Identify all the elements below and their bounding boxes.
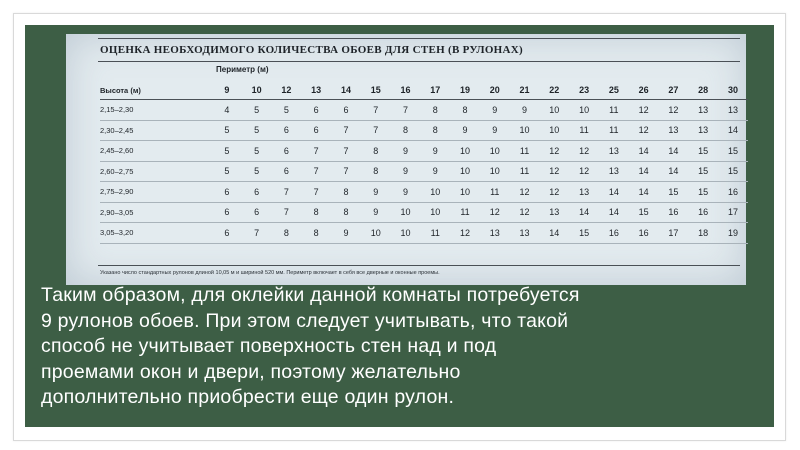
table-row — [100, 141, 748, 162]
rolls-count-cell: 9 — [343, 227, 349, 238]
wallpaper-table-image — [66, 34, 746, 285]
rolls-count-cell: 6 — [224, 186, 230, 197]
perimeter-header-cell: 12 — [281, 85, 292, 95]
rolls-count-cell: 17 — [728, 207, 739, 218]
rolls-count-cell: 7 — [283, 207, 289, 218]
rolls-count-cell: 10 — [430, 186, 441, 197]
rolls-count-cell: 10 — [549, 125, 560, 136]
rolls-count-cell: 11 — [579, 125, 589, 136]
rolls-count-cell: 18 — [698, 227, 709, 238]
rolls-count-cell: 9 — [492, 125, 498, 136]
rolls-count-cell: 10 — [400, 207, 411, 218]
rolls-count-cell: 5 — [254, 166, 260, 177]
rolls-count-cell: 7 — [313, 166, 319, 177]
height-range-cell: 3,05–3,20 — [100, 228, 134, 238]
rolls-count-cell: 9 — [373, 186, 379, 197]
rolls-count-cell: 7 — [343, 166, 349, 177]
rolls-count-cell: 8 — [373, 145, 379, 156]
rolls-count-cell: 10 — [460, 186, 471, 197]
perimeter-header-cell: 26 — [638, 85, 649, 95]
rolls-count-cell: 5 — [283, 104, 289, 115]
rolls-count-cell: 14 — [579, 207, 590, 218]
table-note: Указано число стандартных рулонов длиной 10,05 м и шириной 520 мм. Периметр включает в себя все дверные и оконные проемы. — [100, 270, 440, 276]
rolls-count-cell: 6 — [224, 207, 230, 218]
rolls-count-cell: 14 — [608, 186, 619, 197]
rolls-count-cell: 13 — [608, 145, 619, 156]
rolls-count-cell: 11 — [490, 186, 500, 197]
rolls-count-cell: 8 — [313, 207, 319, 218]
wallpaper-table — [100, 81, 748, 244]
rolls-count-cell: 10 — [400, 227, 411, 238]
table-row — [100, 202, 748, 223]
rolls-count-cell: 12 — [549, 166, 560, 177]
slide — [25, 25, 774, 427]
perimeter-header-cell: 20 — [489, 85, 500, 95]
height-range-cell: 2,60–2,75 — [100, 166, 134, 176]
perimeter-header-cell: 27 — [668, 85, 679, 95]
rolls-count-cell: 16 — [668, 207, 679, 218]
rolls-count-cell: 6 — [254, 207, 260, 218]
perimeter-header-cell: 13 — [311, 85, 322, 95]
rolls-count-cell: 6 — [224, 227, 230, 238]
rolls-count-cell: 6 — [283, 125, 289, 136]
rolls-count-cell: 16 — [608, 227, 619, 238]
caption-line: Таким образом, для оклейки данной комнаты потребуется — [41, 284, 580, 306]
rolls-count-cell: 7 — [343, 125, 349, 136]
rolls-count-cell: 12 — [668, 104, 679, 115]
rolls-count-cell: 8 — [343, 207, 349, 218]
table-row — [100, 161, 748, 182]
caption-text — [41, 283, 761, 411]
rolls-count-cell: 13 — [698, 125, 709, 136]
rolls-count-cell: 6 — [254, 186, 260, 197]
rolls-count-cell: 9 — [373, 207, 379, 218]
rolls-count-cell: 14 — [638, 145, 649, 156]
height-range-cell: 2,75–2,90 — [100, 187, 134, 197]
rolls-count-cell: 10 — [460, 145, 471, 156]
rolls-count-cell: 8 — [402, 125, 408, 136]
rolls-count-cell: 9 — [432, 166, 438, 177]
rolls-count-cell: 10 — [549, 104, 560, 115]
rolls-count-cell: 12 — [638, 125, 649, 136]
rolls-count-cell: 14 — [728, 125, 739, 136]
rolls-count-cell: 10 — [489, 145, 500, 156]
rolls-count-cell: 8 — [283, 227, 289, 238]
rolls-count-cell: 13 — [579, 186, 590, 197]
rolls-count-cell: 8 — [432, 104, 438, 115]
rolls-count-cell: 9 — [492, 104, 498, 115]
rolls-count-cell: 14 — [638, 186, 649, 197]
caption-line: 9 рулонов обоев. При этом следует учитывать, что такой — [41, 309, 569, 332]
table-row — [100, 120, 748, 141]
rolls-count-cell: 15 — [698, 186, 709, 197]
rolls-count-cell: 19 — [728, 227, 739, 238]
title-rule — [98, 61, 740, 62]
rolls-count-cell: 4 — [224, 104, 230, 115]
rolls-count-cell: 6 — [283, 145, 289, 156]
rolls-count-cell: 13 — [698, 104, 709, 115]
rolls-count-cell: 10 — [519, 125, 530, 136]
rolls-count-cell: 5 — [224, 166, 230, 177]
rolls-count-cell: 10 — [370, 227, 381, 238]
rolls-count-cell: 8 — [343, 186, 349, 197]
rolls-count-cell: 15 — [698, 166, 709, 177]
perimeter-header-cell: 22 — [549, 85, 560, 95]
perimeter-header-cell: 23 — [579, 85, 590, 95]
height-range-cell: 2,90–3,05 — [100, 207, 134, 217]
perimeter-header-cell: 14 — [340, 85, 351, 95]
height-range-cell: 2,15–2,30 — [100, 105, 134, 115]
rolls-count-cell: 12 — [489, 207, 500, 218]
rolls-count-cell: 9 — [402, 166, 408, 177]
perimeter-header-cell: 21 — [519, 85, 530, 95]
rolls-count-cell: 15 — [638, 207, 649, 218]
rolls-count-cell: 15 — [668, 186, 679, 197]
rolls-count-cell: 9 — [402, 186, 408, 197]
rolls-count-cell: 11 — [430, 227, 440, 238]
rolls-count-cell: 7 — [343, 145, 349, 156]
rolls-count-cell: 10 — [489, 166, 500, 177]
perimeter-header-cell: 15 — [370, 85, 381, 95]
rolls-count-cell: 5 — [254, 104, 260, 115]
rolls-count-cell: 12 — [549, 186, 560, 197]
rolls-count-cell: 16 — [728, 186, 739, 197]
table-row — [100, 182, 748, 203]
rolls-count-cell: 15 — [579, 227, 590, 238]
caption-line: дополнительно приобрести еще один рулон. — [41, 386, 455, 408]
rolls-count-cell: 14 — [608, 207, 619, 218]
rolls-count-cell: 11 — [519, 166, 530, 177]
rolls-count-cell: 15 — [728, 166, 739, 177]
rolls-count-cell: 7 — [373, 125, 379, 136]
rolls-count-cell: 5 — [224, 145, 230, 156]
rolls-count-cell: 6 — [313, 125, 319, 136]
perimeter-header-cell: 16 — [400, 85, 411, 95]
rolls-count-cell: 12 — [519, 207, 530, 218]
top-rule — [98, 38, 740, 39]
rolls-count-cell: 14 — [549, 227, 560, 238]
height-range-cell: 2,45–2,60 — [100, 146, 134, 156]
rolls-count-cell: 6 — [343, 104, 349, 115]
perimeter-header-cell: 28 — [698, 85, 709, 95]
rolls-count-cell: 6 — [283, 166, 289, 177]
rolls-count-cell: 13 — [728, 104, 739, 115]
rolls-count-cell: 12 — [638, 104, 649, 115]
rolls-count-cell: 15 — [698, 145, 709, 156]
rolls-count-cell: 11 — [609, 104, 619, 115]
caption-line: проемами окон и двери, поэтому желательно — [41, 360, 461, 383]
rolls-count-cell: 8 — [462, 104, 468, 115]
rolls-count-cell: 15 — [728, 145, 739, 156]
perimeter-header-cell: 9 — [224, 85, 230, 95]
rolls-count-cell: 13 — [608, 166, 619, 177]
rolls-count-cell: 9 — [462, 125, 468, 136]
rolls-count-cell: 13 — [549, 207, 560, 218]
caption-line: способ не учитывает поверхность стен над и под — [41, 335, 497, 357]
rolls-count-cell: 10 — [430, 207, 441, 218]
rolls-count-cell: 14 — [668, 145, 679, 156]
perimeter-header-cell: 10 — [251, 85, 262, 95]
rolls-count-cell: 7 — [283, 186, 289, 197]
rolls-count-cell: 13 — [489, 227, 500, 238]
rolls-count-cell: 11 — [519, 145, 530, 156]
rolls-count-cell: 8 — [432, 125, 438, 136]
rolls-count-cell: 17 — [668, 227, 679, 238]
rolls-count-cell: 13 — [519, 227, 530, 238]
rolls-count-cell: 9 — [402, 145, 408, 156]
rolls-count-cell: 14 — [638, 166, 649, 177]
rolls-count-cell: 9 — [522, 104, 528, 115]
rolls-count-cell: 12 — [579, 166, 590, 177]
perimeter-header-cell: 25 — [608, 85, 619, 95]
rolls-count-cell: 12 — [460, 227, 471, 238]
rolls-count-cell: 9 — [432, 145, 438, 156]
bottom-rule — [98, 265, 740, 266]
height-header: Высота (м) — [100, 85, 141, 95]
rolls-count-cell: 7 — [402, 104, 408, 115]
rolls-count-cell: 5 — [254, 125, 260, 136]
rolls-count-cell: 6 — [313, 104, 319, 115]
rolls-count-cell: 16 — [638, 227, 649, 238]
rolls-count-cell: 7 — [373, 104, 379, 115]
rolls-count-cell: 8 — [373, 166, 379, 177]
perimeter-header-cell: 30 — [728, 85, 739, 95]
table-row — [100, 223, 748, 244]
rolls-count-cell: 11 — [460, 207, 470, 218]
rolls-count-cell: 10 — [460, 166, 471, 177]
rolls-count-cell: 5 — [254, 145, 260, 156]
rolls-count-cell: 11 — [609, 125, 619, 136]
perimeter-header-cell: 19 — [460, 85, 471, 95]
rolls-count-cell: 7 — [254, 227, 260, 238]
rolls-count-cell: 8 — [313, 227, 319, 238]
rolls-count-cell: 7 — [313, 145, 319, 156]
perimeter-header-cell: 17 — [430, 85, 441, 95]
rolls-count-cell: 12 — [549, 145, 560, 156]
table-row — [100, 100, 748, 121]
rolls-count-cell: 10 — [579, 104, 590, 115]
rolls-count-cell: 12 — [579, 145, 590, 156]
height-range-cell: 2,30–2,45 — [100, 125, 134, 135]
rolls-count-cell: 5 — [224, 125, 230, 136]
rolls-count-cell: 12 — [519, 186, 530, 197]
rolls-count-cell: 14 — [668, 166, 679, 177]
perimeter-label: Периметр (м) — [216, 65, 269, 74]
table-title: ОЦЕНКА НЕОБХОДИМОГО КОЛИЧЕСТВА ОБОЕВ ДЛЯ СТЕН (В РУЛОНАХ) — [100, 44, 523, 56]
header-row — [100, 81, 748, 100]
rolls-count-cell: 13 — [668, 125, 679, 136]
rolls-count-cell: 7 — [313, 186, 319, 197]
rolls-count-cell: 16 — [698, 207, 709, 218]
